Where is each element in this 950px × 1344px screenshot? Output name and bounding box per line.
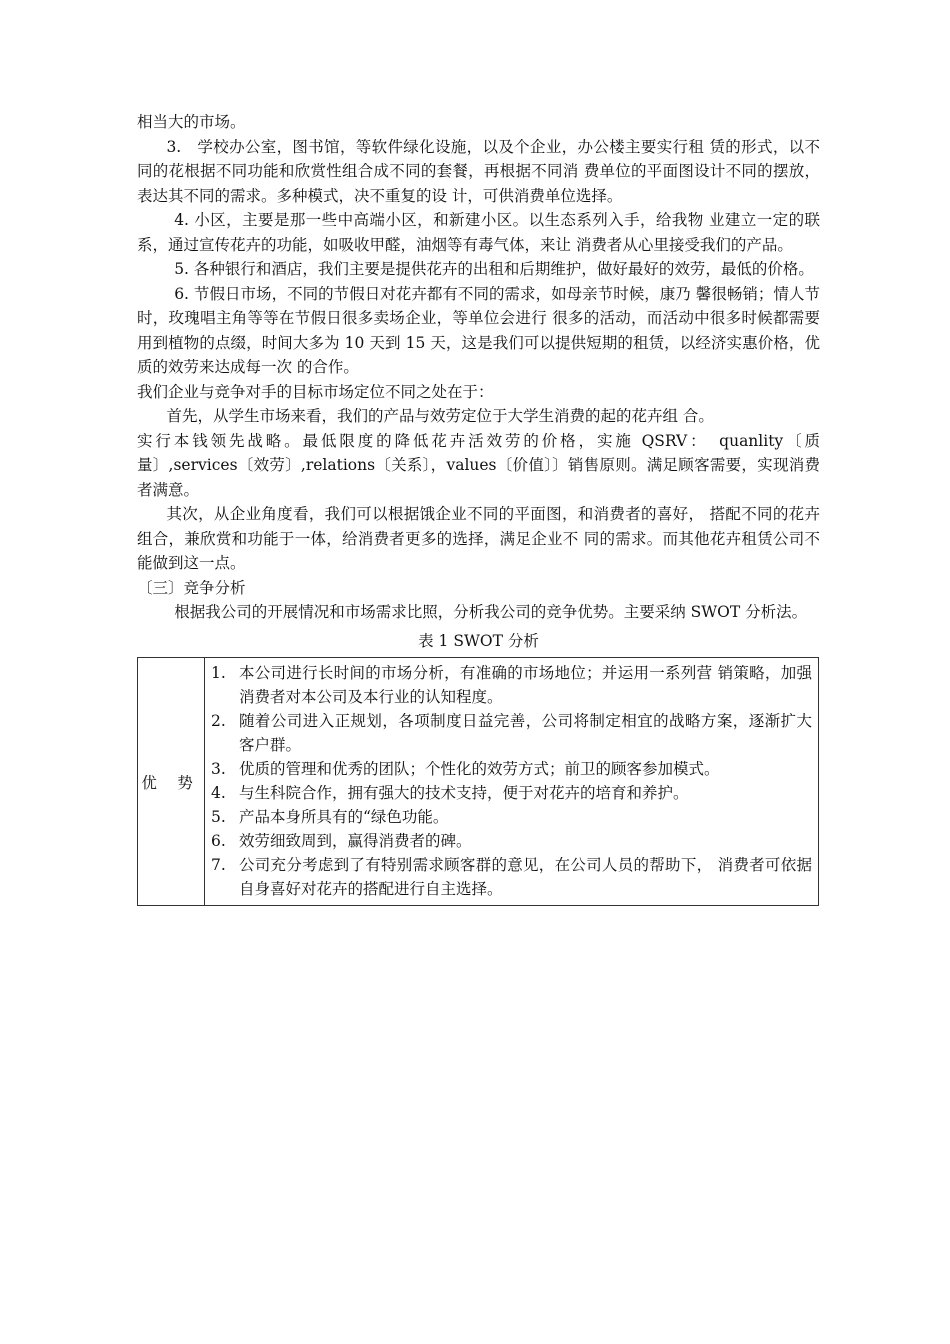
strengths-list — [205, 658, 819, 906]
paragraph-qsrv: 实行本钱领先战略。最低限度的降低花卉活效劳的价格，实施 QSRV： quanlity〔质量〕,services〔效劳〕,relations〔关系〕，values〔价值〕〕销售原则。满足顾客需要，实现消费者满意。 — [137, 431, 820, 499]
list-item — [211, 661, 812, 709]
item-text: 本公司进行长时间的市场分析，有准确的市场地位；并运用一系列营 销策略，加强消费者对本公司及本行业的认知程度。 — [239, 664, 812, 706]
item-text: 随着公司进入正规划，各项制度日益完善，公司将制定相宜的战略方案，逐渐扩大客户群。 — [239, 712, 812, 754]
paragraph: 3. 学校办公室，图书馆，等软件绿化设施，以及个企业，办公楼主要实行租 赁的形式，以不同的花根据不同功能和欣赏性组合成不同的套餐，再根据不同消 费单位的平面图设计不同的摆放，表达其不同的需求。多种模式，决不重复的设 计，可供消费单位选择。 — [137, 137, 820, 205]
document-page — [137, 110, 820, 906]
paragraph: 首先，从学生市场来看，我们的产品与效劳定位于大学生消费的起的花卉组 合。 — [166, 407, 714, 425]
item-number: 4. — [211, 784, 226, 802]
item-text: 公司充分考虑到了有特别需求顾客群的意见，在公司人员的帮助下， 消费者可依据自身喜好对花卉的搭配进行自主选择。 — [239, 856, 812, 898]
row-label-strengths: 优 势 — [138, 658, 205, 906]
swot-table — [137, 657, 819, 906]
paragraph: 6. 节假日市场，不同的节假日对花卉都有不同的需求，如母亲节时候，康乃 馨很畅销；情人节时，玫瑰唱主角等等在节假日很多卖场企业，等单位会进行 很多的活动，而活动中很多时候都需要用到植物的点缀，时间大多为 10 天到 15 天，这是我们可以提供短期的租赁，以经济实惠价格，优质的效劳来达成每一次 的合作。 — [137, 284, 820, 376]
paragraph: 4. 小区，主要是那一些中高端小区，和新建小区。以生态系列入手，给我物 业建立一定的联系，通过宣传花卉的功能，如吸收甲醛，油烟等有毒气体，来让 消费者从心里接受我们的产品。 — [137, 211, 820, 254]
item-number: 7. — [211, 856, 226, 874]
item-number: 5. — [211, 808, 226, 826]
list-item — [211, 757, 812, 781]
item-number: 1. — [211, 664, 226, 682]
item-text: 优质的管理和优秀的团队；个性化的效劳方式；前卫的顾客参加模式。 — [239, 760, 720, 778]
table-row — [138, 658, 819, 906]
list-item — [211, 805, 812, 829]
list-item — [211, 853, 812, 901]
list-item — [211, 829, 812, 853]
item-number: 3. — [211, 760, 226, 778]
list-item — [211, 781, 812, 805]
paragraph: 相当大的市场。 — [137, 113, 246, 131]
paragraph: 其次，从企业角度看，我们可以根据饿企业不同的平面图，和消费者的喜好， 搭配不同的花卉组合，兼欣赏和功能于一体，给消费者更多的选择，满足企业不 同的需求。而其他花卉租赁公司不能做到这一点。 — [137, 505, 820, 572]
list-item — [211, 709, 812, 757]
table-caption: 表 1 SWOT 分析 — [418, 631, 539, 650]
item-text: 与生科院合作，拥有强大的技术支持，便于对花卉的培育和养护。 — [239, 784, 689, 802]
item-text: 产品本身所具有的“绿色功能。 — [239, 808, 449, 826]
section-heading: 〔三〕竞争分析 — [137, 578, 246, 597]
item-number: 2. — [211, 712, 226, 730]
item-text: 效劳细致周到，赢得消费者的碑。 — [239, 832, 472, 850]
paragraph: 我们企业与竞争对手的目标市场定位不同之处在于： — [137, 382, 494, 401]
paragraph: 根据我公司的开展情况和市场需求比照，分析我公司的竞争优势。主要采纳 SWOT 分析法。 — [174, 603, 808, 621]
paragraph: 5. 各种银行和酒店，我们主要是提供花卉的出租和后期维护，做好最好的效劳，最低的价格。 — [174, 260, 814, 278]
item-number: 6. — [211, 832, 226, 850]
